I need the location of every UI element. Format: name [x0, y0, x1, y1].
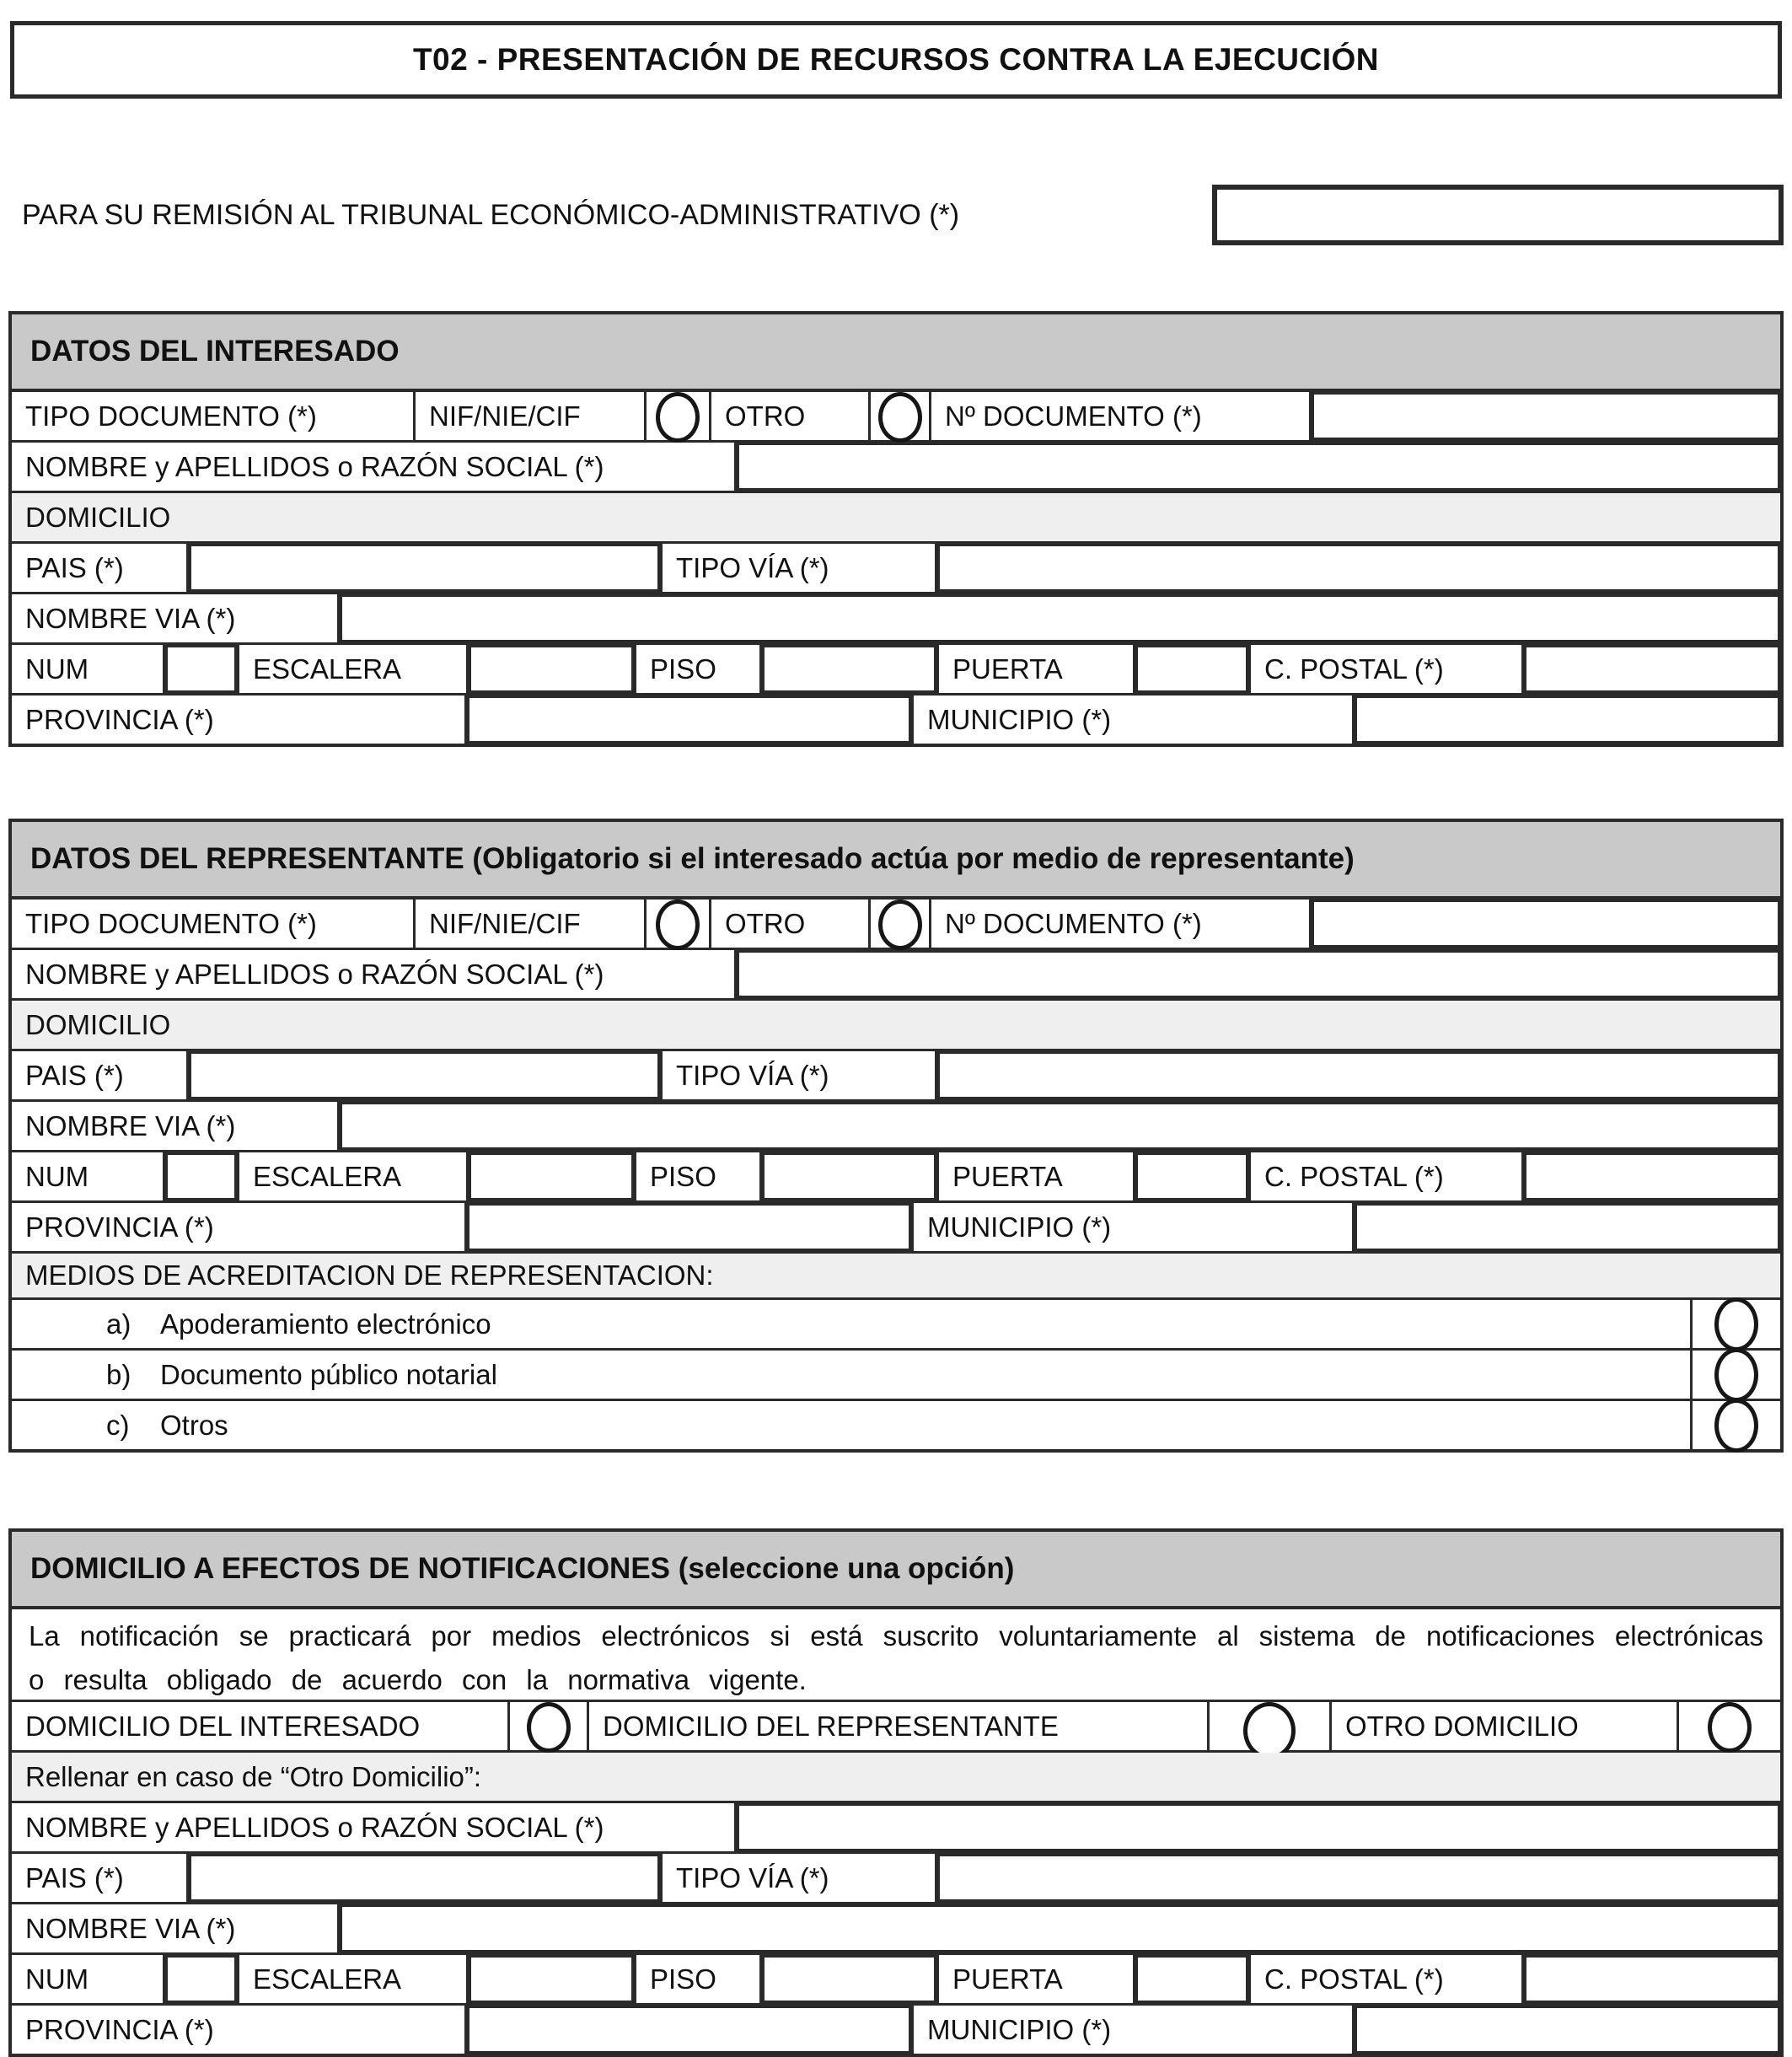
interesado-cpostal-input[interactable] [1524, 645, 1780, 693]
representante-pais-label: PAIS (*) [12, 1051, 189, 1099]
interesado-pais-row [12, 544, 1780, 594]
otro-num-row [12, 1955, 1780, 2006]
interesado-puerta-label: PUERTA [939, 645, 1135, 693]
medios-option-c-radio-cell [1693, 1401, 1780, 1449]
otro-pais-row [12, 1854, 1780, 1904]
otro-pais-input[interactable] [189, 1854, 663, 1902]
interesado-num-label: NUM [12, 645, 165, 693]
representante-nombre-via-row [12, 1102, 1780, 1152]
interesado-domicilio-subheader: DOMICILIO [12, 493, 1780, 541]
interesado-tipo-documento-row [12, 392, 1780, 443]
otro-provincia-row [12, 2006, 1780, 2054]
interesado-nombre-via-row [12, 594, 1780, 645]
representante-escalera-input[interactable] [469, 1152, 636, 1200]
interesado-tipo-documento-label: TIPO DOCUMENTO (*) [12, 392, 416, 440]
medios-option-a-key: a) [106, 1308, 131, 1340]
notificaciones-section-header: DOMICILIO A EFECTOS DE NOTIFICACIONES (seleccione una opción) [12, 1532, 1780, 1609]
representante-cpostal-label: C. POSTAL (*) [1251, 1152, 1524, 1200]
medios-option-a-radio[interactable] [1714, 1297, 1758, 1351]
interesado-num-documento-input[interactable] [1312, 392, 1780, 440]
interesado-tipo-via-input[interactable] [937, 544, 1780, 592]
representante-num-row [12, 1152, 1780, 1203]
medios-option-row-a [12, 1300, 1780, 1351]
representante-num-label: NUM [12, 1152, 165, 1200]
opcion-domicilio-representante-radio[interactable] [1243, 1702, 1296, 1759]
opcion-otro-domicilio-label: OTRO DOMICILIO [1332, 1702, 1679, 1750]
interesado-pais-label: PAIS (*) [12, 544, 189, 592]
otro-municipio-label: MUNICIPIO (*) [914, 2006, 1355, 2054]
medios-subheader: MEDIOS DE ACREDITACION DE REPRESENTACION: [12, 1254, 1780, 1297]
interesado-municipio-input[interactable] [1355, 696, 1780, 744]
opcion-domicilio-interesado-label: DOMICILIO DEL INTERESADO [12, 1702, 510, 1750]
form-title: T02 - PRESENTACIÓN DE RECURSOS CONTRA LA EJECUCIÓN [412, 42, 1380, 77]
representante-nif-radio[interactable] [656, 900, 700, 950]
representante-piso-label: PISO [636, 1152, 762, 1200]
otro-provincia-label: PROVINCIA (*) [12, 2006, 467, 2054]
otro-puerta-input[interactable] [1135, 1955, 1251, 2003]
representante-municipio-input[interactable] [1355, 1203, 1780, 1251]
rellenar-note-row [12, 1753, 1780, 1803]
notificaciones-paragraph: La notificación se practicará por medios electrónicos si está suscrito voluntariamente al sistema de notificaciones electrónicas o resulta obligado de acuerdo con la normativa vigente. [12, 1609, 1780, 1702]
interesado-otro-radio[interactable] [878, 392, 922, 443]
notificaciones-options-row [12, 1702, 1780, 1753]
representante-tipo-via-input[interactable] [937, 1051, 1780, 1099]
opcion-otro-domicilio-radio[interactable] [1708, 1702, 1752, 1753]
opcion-domicilio-interesado-radio-cell [510, 1702, 589, 1750]
otro-puerta-label: PUERTA [939, 1955, 1135, 2003]
interesado-piso-input[interactable] [762, 645, 939, 693]
interesado-otro-label: OTRO [711, 392, 871, 440]
otro-tipo-via-label: TIPO VÍA (*) [663, 1854, 937, 1902]
representante-pais-input[interactable] [189, 1051, 663, 1099]
representante-nombre-input[interactable] [737, 950, 1780, 998]
tribunal-input[interactable] [1212, 185, 1784, 245]
representante-nif-label: NIF/NIE/CIF [416, 900, 647, 948]
representante-otro-label: OTRO [711, 900, 871, 948]
otro-municipio-input[interactable] [1355, 2006, 1780, 2054]
representante-section-header: DATOS DEL REPRESENTANTE (Obligatorio si el interesado actúa por medio de representante) [12, 822, 1780, 900]
otro-num-label: NUM [12, 1955, 165, 2003]
otro-cpostal-input[interactable] [1524, 1955, 1780, 2003]
otro-piso-input[interactable] [762, 1955, 939, 2003]
representante-provincia-label: PROVINCIA (*) [12, 1203, 467, 1251]
otro-nombre-row [12, 1803, 1780, 1854]
interesado-municipio-label: MUNICIPIO (*) [914, 696, 1355, 744]
representante-nombre-label: NOMBRE y APELLIDOS o RAZÓN SOCIAL (*) [12, 950, 737, 998]
medios-option-c-label [12, 1401, 1693, 1449]
interesado-otro-radio-cell [871, 392, 931, 440]
representante-pais-row [12, 1051, 1780, 1102]
medios-subheader-row [12, 1254, 1780, 1300]
representante-puerta-input[interactable] [1135, 1152, 1251, 1200]
interesado-nombre-input[interactable] [737, 443, 1780, 491]
interesado-escalera-label: ESCALERA [239, 645, 469, 693]
medios-option-c-radio[interactable] [1714, 1399, 1758, 1453]
otro-cpostal-label: C. POSTAL (*) [1251, 1955, 1524, 2003]
otro-nombre-via-input[interactable] [340, 1904, 1780, 1952]
representante-num-documento-label: Nº DOCUMENTO (*) [931, 900, 1312, 948]
otro-escalera-input[interactable] [469, 1955, 636, 2003]
interesado-puerta-input[interactable] [1135, 645, 1251, 693]
interesado-section-header: DATOS DEL INTERESADO [12, 314, 1780, 392]
representante-tipo-via-label: TIPO VÍA (*) [663, 1051, 937, 1099]
otro-num-input[interactable] [165, 1955, 239, 2003]
interesado-nif-label: NIF/NIE/CIF [416, 392, 647, 440]
interesado-nombre-label: NOMBRE y APELLIDOS o RAZÓN SOCIAL (*) [12, 443, 737, 491]
interesado-escalera-input[interactable] [469, 645, 636, 693]
interesado-num-documento-label: Nº DOCUMENTO (*) [931, 392, 1312, 440]
opcion-domicilio-interesado-radio[interactable] [527, 1702, 571, 1753]
section-notificaciones [8, 1528, 1784, 2057]
representante-nombre-via-input[interactable] [340, 1102, 1780, 1150]
section-datos-interesado [8, 311, 1784, 747]
medios-option-row-c [12, 1401, 1780, 1449]
representante-puerta-label: PUERTA [939, 1152, 1135, 1200]
otro-nombre-label: NOMBRE y APELLIDOS o RAZÓN SOCIAL (*) [12, 1803, 737, 1851]
medios-option-row-b [12, 1351, 1780, 1401]
remision-row [22, 185, 1784, 245]
interesado-num-input[interactable] [165, 645, 239, 693]
representante-municipio-label: MUNICIPIO (*) [914, 1203, 1355, 1251]
interesado-provincia-label: PROVINCIA (*) [12, 696, 467, 744]
representante-domicilio-subheader-row [12, 1001, 1780, 1051]
interesado-nif-radio[interactable] [656, 392, 700, 443]
medios-option-b-key: b) [106, 1358, 131, 1390]
representante-tipo-documento-row [12, 900, 1780, 950]
interesado-nif-radio-cell [647, 392, 711, 440]
representante-otro-radio[interactable] [878, 900, 922, 950]
otro-provincia-input[interactable] [467, 2006, 914, 2054]
interesado-piso-label: PISO [636, 645, 762, 693]
form-title-box [10, 21, 1782, 99]
interesado-provincia-input[interactable] [467, 696, 914, 744]
interesado-cpostal-label: C. POSTAL (*) [1251, 645, 1524, 693]
interesado-nombre-row [12, 443, 1780, 493]
opcion-otro-domicilio-radio-cell [1679, 1702, 1780, 1750]
medios-option-b-text: Documento público notarial [160, 1358, 497, 1390]
opcion-domicilio-representante-label: DOMICILIO DEL REPRESENTANTE [589, 1702, 1210, 1750]
representante-tipo-documento-label: TIPO DOCUMENTO (*) [12, 900, 416, 948]
medios-option-b-label [12, 1351, 1693, 1399]
rellenar-note: Rellenar en caso de “Otro Domicilio”: [12, 1753, 1780, 1801]
interesado-tipo-via-label: TIPO VÍA (*) [663, 544, 937, 592]
otro-pais-label: PAIS (*) [12, 1854, 189, 1902]
representante-num-input[interactable] [165, 1152, 239, 1200]
representante-nombre-row [12, 950, 1780, 1001]
representante-piso-input[interactable] [762, 1152, 939, 1200]
medios-option-b-radio-cell [1693, 1351, 1780, 1399]
interesado-domicilio-subheader-row [12, 493, 1780, 544]
representante-cpostal-input[interactable] [1524, 1152, 1780, 1200]
representante-nombre-via-label: NOMBRE VIA (*) [12, 1102, 340, 1150]
otro-tipo-via-input[interactable] [937, 1854, 1780, 1902]
otro-nombre-via-label: NOMBRE VIA (*) [12, 1904, 340, 1952]
representante-provincia-input[interactable] [467, 1203, 914, 1251]
representante-num-documento-input[interactable] [1312, 900, 1780, 948]
form-page [0, 21, 1792, 2045]
otro-piso-label: PISO [636, 1955, 762, 2003]
interesado-nombre-via-input[interactable] [340, 594, 1780, 642]
interesado-nombre-via-label: NOMBRE VIA (*) [12, 594, 340, 642]
opcion-domicilio-representante-radio-cell [1210, 1702, 1332, 1750]
representante-nif-radio-cell [647, 900, 711, 948]
interesado-provincia-row [12, 696, 1780, 744]
medios-option-b-radio[interactable] [1714, 1348, 1758, 1402]
remision-label: PARA SU REMISIÓN AL TRIBUNAL ECONÓMICO-ADMINISTRATIVO (*) [22, 198, 960, 231]
otro-escalera-label: ESCALERA [239, 1955, 469, 2003]
medios-option-a-label [12, 1300, 1693, 1348]
medios-option-a-text: Apoderamiento electrónico [160, 1308, 491, 1340]
representante-provincia-row [12, 1203, 1780, 1254]
otro-nombre-input[interactable] [737, 1803, 1780, 1851]
interesado-num-row [12, 645, 1780, 696]
interesado-pais-input[interactable] [189, 544, 663, 592]
representante-escalera-label: ESCALERA [239, 1152, 469, 1200]
representante-otro-radio-cell [871, 900, 931, 948]
medios-option-a-radio-cell [1693, 1300, 1780, 1348]
section-datos-representante [8, 819, 1784, 1453]
medios-option-c-text: Otros [160, 1409, 228, 1441]
representante-domicilio-subheader: DOMICILIO [12, 1001, 1780, 1049]
medios-option-c-key: c) [106, 1409, 130, 1441]
otro-nombre-via-row [12, 1904, 1780, 1955]
